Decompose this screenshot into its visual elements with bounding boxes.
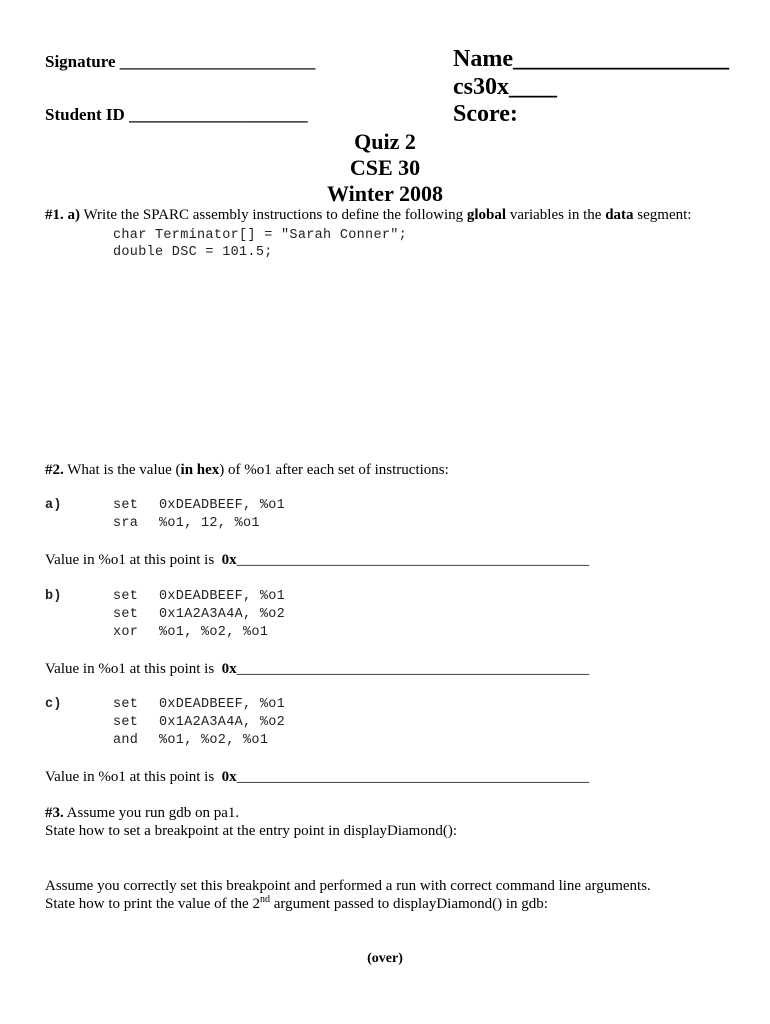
question-1-code-line-1: char Terminator[] = "Sarah Conner"; (113, 228, 408, 243)
question-2-text-a: What is the value ( (63, 462, 181, 478)
part-b-args-3: %o1, %o2, %o1 (159, 625, 269, 640)
part-c-op-3: and (113, 733, 139, 748)
part-b-args-2: 0x1A2A3A4A, %o2 (159, 607, 286, 622)
part-b-op-2: set (113, 607, 139, 622)
question-1-bold-data: data (605, 207, 634, 223)
question-1-number: #1. a) (45, 207, 80, 223)
question-3-line-1 (45, 805, 239, 822)
question-2-number: #2. (45, 462, 64, 478)
question-1-bold-global: global (466, 207, 507, 223)
question-3-text-4b: argument passed to displayDiamond() in gdb: (269, 896, 548, 912)
part-a-label: a) (45, 498, 62, 513)
part-b-answer-text: Value in %o1 at this point is (45, 661, 222, 677)
part-b-args-1: 0xDEADBEEF, %o1 (159, 589, 286, 604)
part-a-args-1: 0xDEADBEEF, %o1 (159, 498, 286, 513)
part-a-op-1: set (113, 498, 139, 513)
score-label: Score: (453, 101, 518, 127)
question-1-text-b: variables in the (506, 207, 606, 223)
student-id-line: Student ID _____________________ (45, 105, 308, 124)
part-a-args-2: %o1, 12, %o1 (159, 516, 260, 531)
part-b-op-3: xor (113, 625, 139, 640)
part-c-answer-blank: _______________________________________________ (236, 769, 590, 785)
question-1-code-line-2: double DSC = 101.5; (113, 245, 273, 260)
part-c-args-3: %o1, %o2, %o1 (159, 733, 269, 748)
part-b-answer-line (45, 661, 589, 678)
signature-line: Signature _______________________ (45, 52, 316, 71)
question-3-line-4 (45, 896, 548, 913)
question-1-text-a: Write the SPARC assembly instructions to define the following (80, 207, 467, 223)
question-1-prompt (45, 207, 691, 224)
term-title: Winter 2008 (327, 181, 443, 206)
part-a-answer-line (45, 552, 589, 569)
name-line: Name__________________ (453, 46, 729, 72)
part-c-op-2: set (113, 715, 139, 730)
part-c-answer-prefix: 0x (221, 769, 237, 785)
question-3-line-2: State how to set a breakpoint at the entry point in displayDiamond(): (45, 823, 457, 839)
part-b-answer-prefix: 0x (221, 661, 237, 677)
part-c-op-1: set (113, 697, 139, 712)
part-b-label: b) (45, 589, 62, 604)
question-2-prompt (45, 462, 449, 479)
part-c-label: c) (45, 697, 62, 712)
part-b-answer-blank: _______________________________________________ (236, 661, 590, 677)
part-a-op-2: sra (113, 516, 139, 531)
question-1-text-c: segment: (633, 207, 692, 223)
part-a-answer-text: Value in %o1 at this point is (45, 552, 222, 568)
question-3-number: #3. (45, 805, 64, 821)
course-title: CSE 30 (349, 155, 421, 180)
part-a-answer-prefix: 0x (221, 552, 237, 568)
part-b-op-1: set (113, 589, 139, 604)
part-c-answer-text: Value in %o1 at this point is (45, 769, 222, 785)
question-2-text-b: ) of %o1 after each set of instructions: (219, 462, 449, 478)
part-a-answer-blank: _______________________________________________ (236, 552, 590, 568)
question-3-text-4a: State how to print the value of the 2 (45, 896, 260, 912)
class-account-line: cs30x____ (453, 74, 557, 100)
question-3-line-3: Assume you correctly set this breakpoint and performed a run with correct command line arguments. (45, 878, 651, 894)
question-3-text-1: Assume you run gdb on pa1. (63, 805, 240, 821)
part-c-args-2: 0x1A2A3A4A, %o2 (159, 715, 286, 730)
part-c-args-1: 0xDEADBEEF, %o1 (159, 697, 286, 712)
question-3-superscript: nd (259, 894, 270, 905)
page-footer-over: (over) (367, 951, 403, 966)
quiz-title: Quiz 2 (354, 129, 416, 154)
part-c-answer-line (45, 769, 589, 786)
question-2-bold-hex: in hex (180, 462, 220, 478)
